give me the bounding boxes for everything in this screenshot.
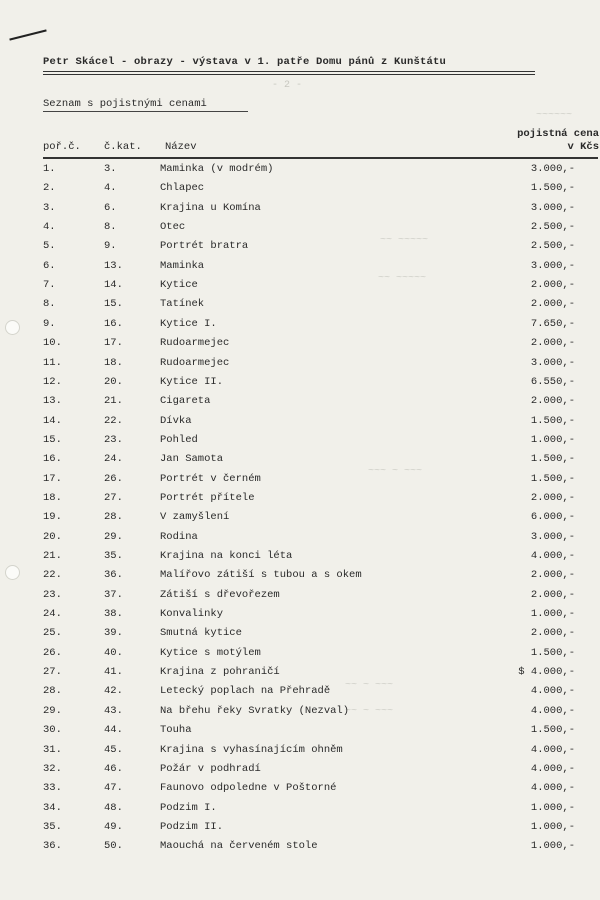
row-painting-title: Kytice s motýlem — [160, 646, 261, 659]
row-insured-price: 1.500,- — [530, 414, 575, 427]
row-catalog-number: 18. — [104, 356, 123, 369]
column-header-price — [499, 128, 599, 154]
row-painting-title: Rodina — [160, 530, 198, 543]
row-insured-price: 4.000,- — [530, 685, 575, 698]
row-painting-title: Cigareta — [160, 395, 211, 408]
row-insured-price: 1.000,- — [530, 608, 575, 621]
row-catalog-number: 29. — [104, 530, 123, 543]
row-catalog-number: 17. — [104, 337, 123, 350]
row-painting-title: Maouchá na červeném stole — [160, 840, 318, 853]
row-painting-title: Na břehu řeky Svratky (Nezval) — [160, 704, 350, 717]
row-order-number: 19. — [43, 511, 62, 524]
row-painting-title: Požár v podhradí — [160, 762, 261, 775]
row-order-number: 32. — [43, 762, 62, 775]
row-order-number: 11. — [43, 356, 62, 369]
bleed-through: ~~ ~ ~~~ — [345, 706, 394, 717]
table-row — [0, 298, 600, 317]
table-row — [0, 260, 600, 279]
title-rule — [43, 74, 535, 75]
table-row — [0, 453, 600, 472]
column-header-price-line1: pojistná cena — [517, 128, 599, 140]
row-painting-title: Portrét v černém — [160, 472, 261, 485]
column-header-order: poř.č. — [43, 141, 81, 153]
row-catalog-number: 42. — [104, 685, 123, 698]
row-order-number: 26. — [43, 646, 62, 659]
row-painting-title: Krajina s vyhasínajícím ohněm — [160, 743, 343, 756]
row-insured-price: 2.500,- — [530, 221, 575, 234]
row-order-number: 20. — [43, 530, 62, 543]
row-painting-title: Smutná kytice — [160, 627, 242, 640]
row-catalog-number: 44. — [104, 724, 123, 737]
row-insured-price: 1.500,- — [530, 453, 575, 466]
row-catalog-number: 26. — [104, 472, 123, 485]
bleed-through: ~~ ~ ~~~ — [345, 680, 394, 691]
table-row — [0, 782, 600, 801]
table-row — [0, 647, 600, 666]
row-order-number: 12. — [43, 375, 62, 388]
row-insured-price: 1.500,- — [530, 646, 575, 659]
table-row — [0, 182, 600, 201]
row-catalog-number: 6. — [104, 201, 117, 214]
row-painting-title: Portrét přítele — [160, 491, 255, 504]
table-row — [0, 279, 600, 298]
table-row — [0, 357, 600, 376]
row-painting-title: Podzim II. — [160, 820, 224, 833]
row-insured-price: $ 4.000,- — [518, 666, 575, 679]
column-header-catalog: č.kat. — [104, 141, 142, 153]
row-catalog-number: 37. — [104, 588, 123, 601]
row-painting-title: Kytice — [160, 279, 198, 292]
row-insured-price: 6.000,- — [530, 511, 575, 524]
row-catalog-number: 49. — [104, 820, 123, 833]
row-insured-price: 1.500,- — [530, 472, 575, 485]
row-insured-price: 2.000,- — [530, 337, 575, 350]
row-order-number: 10. — [43, 337, 62, 350]
row-insured-price: 4.000,- — [530, 782, 575, 795]
row-catalog-number: 39. — [104, 627, 123, 640]
row-order-number: 33. — [43, 782, 62, 795]
row-order-number: 22. — [43, 569, 62, 582]
row-catalog-number: 24. — [104, 453, 123, 466]
row-insured-price: 4.000,- — [530, 550, 575, 562]
table-row — [0, 395, 600, 414]
row-catalog-number: 27. — [104, 491, 123, 504]
row-catalog-number: 50. — [104, 840, 123, 853]
row-insured-price: 2.000,- — [530, 627, 575, 640]
table-row — [0, 802, 600, 821]
row-order-number: 9. — [43, 317, 56, 330]
row-insured-price: 1.500,- — [530, 724, 575, 737]
row-painting-title: Krajina u Komína — [160, 201, 261, 214]
punch-hole — [5, 320, 20, 335]
row-insured-price: 4.000,- — [530, 704, 575, 717]
row-painting-title: V zamyšlení — [160, 511, 230, 524]
row-insured-price: 2.000,- — [530, 395, 575, 408]
row-painting-title: Malířovo zátiší s tubou a s okem — [160, 569, 362, 582]
row-painting-title: Otec — [160, 221, 186, 234]
row-insured-price: 2.500,- — [530, 240, 575, 253]
row-catalog-number: 45. — [104, 743, 123, 756]
header-rule — [43, 157, 598, 159]
row-painting-title: Zátiší s dřevořezem — [160, 588, 280, 601]
row-catalog-number: 15. — [104, 298, 123, 311]
row-painting-title: Krajina na konci léta — [160, 550, 293, 562]
table-row — [0, 434, 600, 453]
title-rule — [43, 71, 535, 72]
table-row — [0, 840, 600, 859]
row-painting-title: Pohled — [160, 433, 198, 446]
row-order-number: 24. — [43, 608, 62, 621]
row-painting-title: Konvalinky — [160, 608, 224, 621]
row-painting-title: Letecký poplach na Přehradě — [160, 685, 331, 698]
table-row — [0, 473, 600, 492]
row-catalog-number: 4. — [104, 182, 117, 195]
row-insured-price: 3.000,- — [530, 163, 575, 175]
row-insured-price: 7.650,- — [530, 317, 575, 330]
row-painting-title: Maminka (v modrém) — [160, 163, 274, 175]
column-header-title: Název — [165, 141, 197, 153]
row-order-number: 31. — [43, 743, 62, 756]
page-title: Petr Skácel - obrazy - výstava v 1. patře Domu pánů z Kunštátu — [43, 56, 447, 68]
table-row — [0, 376, 600, 395]
table-row — [0, 163, 600, 182]
row-order-number: 6. — [43, 259, 56, 272]
row-order-number: 14. — [43, 414, 62, 427]
row-catalog-number: 8. — [104, 221, 117, 234]
row-insured-price: 2.000,- — [530, 298, 575, 311]
bleed-through: ~~ ~~~~~ — [380, 235, 429, 246]
row-insured-price: 3.000,- — [530, 259, 575, 272]
row-insured-price: 3.000,- — [530, 201, 575, 214]
table-row — [0, 202, 600, 221]
row-catalog-number: 23. — [104, 433, 123, 446]
row-catalog-number: 22. — [104, 414, 123, 427]
row-catalog-number: 20. — [104, 375, 123, 388]
pen-mark — [9, 29, 46, 40]
table-row — [0, 318, 600, 337]
row-order-number: 23. — [43, 588, 62, 601]
row-catalog-number: 9. — [104, 240, 117, 253]
row-order-number: 27. — [43, 666, 62, 679]
list-heading: Seznam s pojistnými cenami — [43, 98, 207, 110]
row-order-number: 17. — [43, 472, 62, 485]
table-row — [0, 763, 600, 782]
row-order-number: 28. — [43, 685, 62, 698]
row-order-number: 13. — [43, 395, 62, 408]
row-order-number: 36. — [43, 840, 62, 853]
row-catalog-number: 40. — [104, 646, 123, 659]
table-row — [0, 531, 600, 550]
bleed-through: ~~~~~~ — [536, 110, 573, 121]
row-catalog-number: 46. — [104, 762, 123, 775]
row-catalog-number: 13. — [104, 259, 123, 272]
table-row — [0, 608, 600, 627]
row-order-number: 5. — [43, 240, 56, 253]
row-painting-title: Podzim I. — [160, 801, 217, 814]
table-row — [0, 550, 600, 569]
table-row — [0, 666, 600, 685]
row-insured-price: 3.000,- — [530, 356, 575, 369]
table-row — [0, 744, 600, 763]
row-order-number: 16. — [43, 453, 62, 466]
table-row — [0, 492, 600, 511]
table-row — [0, 821, 600, 840]
bleed-through: ~~ ~~~~~ — [378, 273, 427, 284]
table-row — [0, 627, 600, 646]
row-insured-price: 2.000,- — [530, 588, 575, 601]
table-row — [0, 240, 600, 259]
row-order-number: 21. — [43, 550, 62, 562]
table-row — [0, 221, 600, 240]
row-order-number: 15. — [43, 433, 62, 446]
row-insured-price: 4.000,- — [530, 743, 575, 756]
table-row — [0, 705, 600, 724]
row-order-number: 30. — [43, 724, 62, 737]
table-row — [0, 511, 600, 530]
row-catalog-number: 43. — [104, 704, 123, 717]
row-catalog-number: 36. — [104, 569, 123, 582]
row-painting-title: Portrét bratra — [160, 240, 249, 253]
row-insured-price: 4.000,- — [530, 762, 575, 775]
row-painting-title: Maminka — [160, 259, 205, 272]
row-insured-price: 1.500,- — [530, 182, 575, 195]
table-row — [0, 415, 600, 434]
row-order-number: 34. — [43, 801, 62, 814]
table-row — [0, 724, 600, 743]
row-insured-price: 3.000,- — [530, 530, 575, 543]
row-catalog-number: 47. — [104, 782, 123, 795]
row-insured-price: 1.000,- — [530, 840, 575, 853]
row-catalog-number: 3. — [104, 163, 117, 175]
row-painting-title: Tatínek — [160, 298, 205, 311]
row-insured-price: 1.000,- — [530, 433, 575, 446]
column-header-price-line2: v Kčs — [567, 141, 599, 153]
page-number: - 2 - — [272, 80, 303, 91]
row-catalog-number: 35. — [104, 550, 123, 562]
punch-hole — [5, 565, 20, 580]
row-catalog-number: 38. — [104, 608, 123, 621]
row-order-number: 35. — [43, 820, 62, 833]
row-catalog-number: 28. — [104, 511, 123, 524]
row-insured-price: 6.550,- — [530, 375, 575, 388]
row-insured-price: 2.000,- — [530, 569, 575, 582]
row-painting-title: Jan Samota — [160, 453, 224, 466]
row-painting-title: Krajina z pohraničí — [160, 666, 280, 679]
row-order-number: 4. — [43, 221, 56, 234]
row-insured-price: 1.000,- — [530, 820, 575, 833]
row-catalog-number: 41. — [104, 666, 123, 679]
row-order-number: 29. — [43, 704, 62, 717]
row-painting-title: Touha — [160, 724, 192, 737]
row-painting-title: Kytice II. — [160, 375, 224, 388]
bleed-through: ~~~ ~ ~~~ — [368, 466, 423, 477]
row-insured-price: 2.000,- — [530, 491, 575, 504]
row-catalog-number: 48. — [104, 801, 123, 814]
row-catalog-number: 16. — [104, 317, 123, 330]
table-row — [0, 569, 600, 588]
row-catalog-number: 21. — [104, 395, 123, 408]
row-painting-title: Chlapec — [160, 182, 205, 195]
list-heading-underline — [43, 111, 248, 112]
row-painting-title: Faunovo odpoledne v Poštorné — [160, 782, 337, 795]
row-insured-price: 2.000,- — [530, 279, 575, 292]
row-order-number: 3. — [43, 201, 56, 214]
table-row — [0, 589, 600, 608]
row-order-number: 8. — [43, 298, 56, 311]
row-order-number: 18. — [43, 491, 62, 504]
row-order-number: 25. — [43, 627, 62, 640]
row-order-number: 7. — [43, 279, 56, 292]
row-painting-title: Rudoarmejec — [160, 337, 230, 350]
row-insured-price: 1.000,- — [530, 801, 575, 814]
row-painting-title: Kytice I. — [160, 317, 217, 330]
table-row — [0, 685, 600, 704]
row-order-number: 2. — [43, 182, 56, 195]
row-painting-title: Dívka — [160, 414, 192, 427]
table-row — [0, 337, 600, 356]
row-catalog-number: 14. — [104, 279, 123, 292]
row-painting-title: Rudoarmejec — [160, 356, 230, 369]
row-order-number: 1. — [43, 163, 56, 175]
